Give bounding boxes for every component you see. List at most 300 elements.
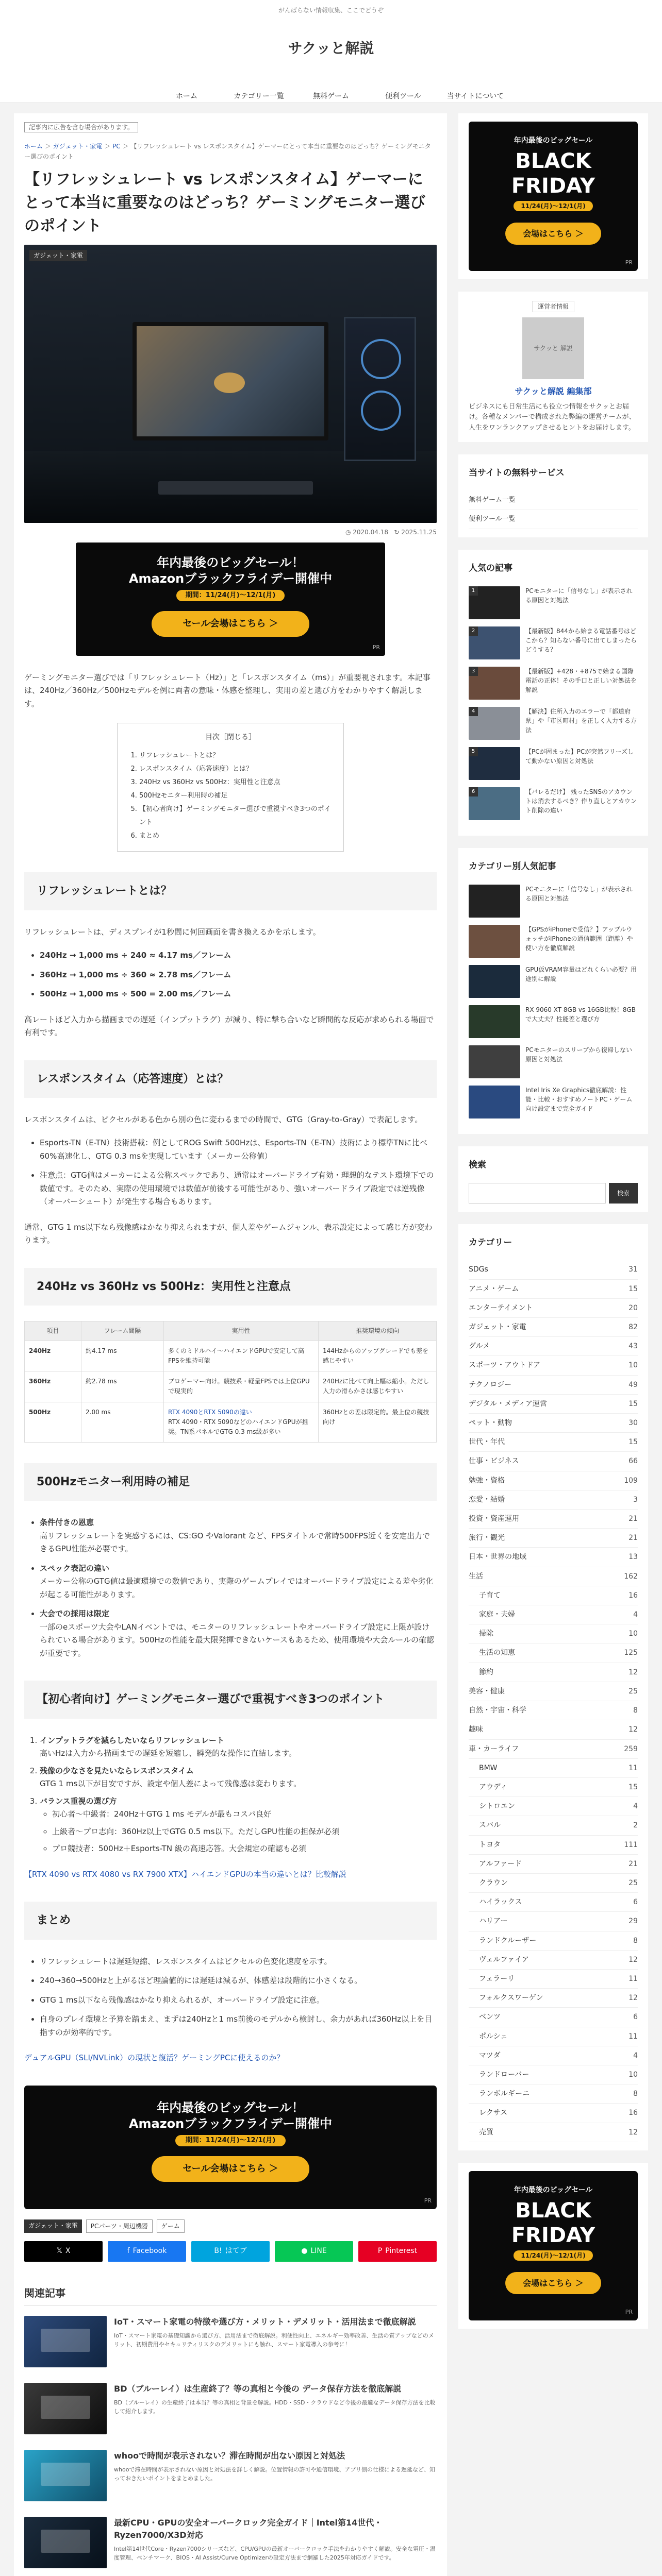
list-item: • Esports-TN（E-TN）技術搭載：例としてROG Swift 500Hzは、Esports-TN（E-TN）技術により標準TNに比べ60%高速化し、GTG 0.3 msを実現しています（メーカー公称値） <box>40 1137 437 1163</box>
category-name[interactable]: 子育て <box>479 1591 501 1600</box>
category-count: 25 <box>628 1878 638 1887</box>
category-count: 21 <box>628 1534 638 1543</box>
rank-number: 1 <box>469 586 478 596</box>
category-item[interactable] <box>469 1816 638 1835</box>
category-name[interactable]: 生活 <box>469 1572 483 1581</box>
popular-thumbnail[interactable] <box>469 586 520 619</box>
share-label: Facebook <box>133 2246 167 2255</box>
related-item-title[interactable]: whooで時間が表示されない？滞在時間が出ない原因と対処法 <box>114 2450 345 2461</box>
category-count: 12 <box>628 1725 638 1734</box>
widget-title: 検索 <box>469 1159 486 1170</box>
category-count: 13 <box>628 1553 638 1562</box>
category-item[interactable] <box>469 1663 638 1682</box>
category-item[interactable] <box>469 1586 638 1605</box>
popular-title[interactable]: RX 9060 XT 8GB vs 16GB比較！8GBで大丈夫？性能差と選び方 <box>525 1006 636 1023</box>
category-item[interactable] <box>469 1567 638 1586</box>
breadcrumb-home[interactable]: ホーム <box>24 142 43 150</box>
category-count: 21 <box>628 1859 638 1868</box>
section-heading: 500Hzモニター利用時の補足 <box>24 1463 437 1501</box>
category-name[interactable]: 生活の知恵 <box>479 1649 515 1657</box>
category-item[interactable] <box>469 1624 638 1643</box>
related-title: 関連記事 <box>24 2284 437 2306</box>
category-item[interactable] <box>469 1855 638 1874</box>
category-name[interactable]: ガジェット・家電 <box>469 1323 526 1332</box>
category-item[interactable] <box>469 1759 638 1778</box>
table-header: フレーム間隔 <box>81 1321 164 1341</box>
search-input[interactable] <box>469 1183 606 1204</box>
bullet-list <box>40 1955 437 2040</box>
related-item-summary: BD（ブルーレイ）の生産終了は本当？等の真相と背景を解説。HDD・SSD・クラウドなど今後の最適なデータ保存方法を比較して紹介します。 <box>114 2399 436 2415</box>
section-heading: 240Hz vs 360Hz vs 500Hz：実用性と注意点 <box>24 1268 437 1306</box>
category-name[interactable]: ヴェルファイア <box>479 1955 529 1964</box>
category-name[interactable]: アルファード <box>479 1859 522 1868</box>
related-article-link[interactable]: 【RTX 4090 vs RTX 4080 vs RX 7900 XTX】ハイエンドGPUの本当の違いとは？比較解説 <box>24 1869 346 1879</box>
category-item[interactable] <box>469 1605 638 1624</box>
category-item[interactable] <box>469 2065 638 2084</box>
related-thumbnail[interactable] <box>24 2450 107 2501</box>
category-name[interactable]: ポルシェ <box>479 2032 508 2041</box>
category-item[interactable] <box>469 1682 638 1701</box>
site-tagline: がんばらない情報収集、ここでどうぞ <box>278 7 384 14</box>
category-name[interactable]: ペット・動物 <box>469 1419 512 1428</box>
paragraph: レスポンスタイムは、ピクセルがある色から別の色に変わるまでの時間で、GTG（Gray-to-Gray）で表記します。 <box>24 1114 423 1124</box>
category-name[interactable]: 車・カーライフ <box>469 1744 519 1753</box>
category-item[interactable] <box>469 1989 638 2008</box>
list-item-text: 高リフレッシュレートを実感するには、CS:GO やValorant など、FPSタイトルで常時500FPS近くを安定出力できるGPU性能が必要です。 <box>40 1531 431 1554</box>
category-item[interactable] <box>469 1452 638 1471</box>
popular-item[interactable] <box>469 626 638 659</box>
share-x-button[interactable] <box>24 2241 103 2262</box>
category-name[interactable]: ランボルギーニ <box>479 2090 529 2098</box>
category-item[interactable] <box>469 2027 638 2046</box>
side-sale-top: 年内最後のビッグセール <box>514 137 593 145</box>
side-sale-friday: FRIDAY <box>511 2223 595 2247</box>
category-count: 4 <box>633 1611 638 1619</box>
list-item-title: インプットラグを減らしたいならリフレッシュレート <box>40 1735 224 1745</box>
eyecatch-category-label[interactable]: ガジェット・家電 <box>29 250 87 261</box>
popular-widget <box>458 550 648 836</box>
popular-item[interactable] <box>469 667 638 700</box>
section-heading: リフレッシュレートとは？ <box>24 872 437 910</box>
published-date: ◷ 2020.04.18 <box>345 528 388 536</box>
category-item[interactable] <box>469 1874 638 1893</box>
toc-item[interactable]: 5. 【初心者向け】ゲーミングモニター選びで重視すべき3つのポイント <box>139 803 331 829</box>
category-name[interactable]: シトロエン <box>479 1802 515 1811</box>
related-thumbnail[interactable] <box>24 2383 107 2434</box>
related-item[interactable] <box>24 2383 437 2434</box>
popular-item[interactable] <box>469 1045 638 1078</box>
table-cell: 500Hz <box>25 1402 81 1443</box>
category-name[interactable]: ハイラックス <box>479 1898 522 1907</box>
popular-thumbnail[interactable] <box>469 626 520 659</box>
category-name[interactable]: クラウン <box>479 1878 508 1887</box>
toc-title[interactable]: 目次［閉じる］ <box>205 733 256 742</box>
category-item[interactable] <box>469 1260 638 1279</box>
category-name[interactable]: フェラーリ <box>479 1974 515 1983</box>
sale-banner[interactable] <box>76 543 385 656</box>
nav-categories[interactable]: カテゴリー一覧 <box>234 92 284 100</box>
intro-text: ゲーミングモニター選びでは「リフレッシュレート（Hz）」と「レスポンスタイム（ms）」が重要視されます。本記事は、240Hz／360Hz／500Hzモデルを例に両者の意味・体感を整理し、実用の差と選び方をわかりやすく解説します。 <box>24 672 431 708</box>
popular-title[interactable]: GPU仮VRAM容量はどれくらい必要？用途別に解説 <box>525 965 637 982</box>
list-item-text: 一部のeスポーツ大会やLANイベントでは、モニターのリフレッシュレートやオーバードライブ設定に上限が設けられている場合があります。500Hzの性能を最大限発揮できないケースもあるため、使用環境や大会ルールの確認が重要です。 <box>40 1622 434 1658</box>
category-count: 8 <box>633 1936 638 1945</box>
widget-title: 人気の記事 <box>469 563 512 573</box>
category-count: 12 <box>628 1955 638 1964</box>
toc-item[interactable]: 2. レスポンスタイム（応答速度）とは？ <box>139 762 331 776</box>
category-name[interactable]: 日本・世界の地域 <box>469 1553 526 1562</box>
category-name[interactable]: BMW <box>479 1764 498 1772</box>
related-item-title[interactable]: 最新CPU・GPUの安全オーバークロック完全ガイド｜Intel第14世代・Ryzen7000/X3D対応 <box>114 2517 383 2540</box>
search-button[interactable]: 検索 <box>609 1183 638 1204</box>
sidebar-sale-widget-bottom <box>458 2163 648 2329</box>
related-thumbnail[interactable] <box>24 2316 107 2367</box>
breadcrumb-category[interactable]: ガジェット・家電 <box>53 142 103 150</box>
share-line-button[interactable] <box>275 2241 353 2262</box>
category-name[interactable]: アウディ <box>479 1783 507 1791</box>
share-label: はてブ <box>225 2246 247 2255</box>
gpu-compare-link[interactable]: RTX 4090とRTX 5090の違い <box>168 1408 252 1416</box>
popular-thumbnail[interactable] <box>469 885 520 918</box>
share-label: X <box>65 2246 71 2255</box>
category-name[interactable]: デジタル・メディア運営 <box>469 1399 548 1408</box>
category-name[interactable]: トヨタ <box>479 1840 501 1849</box>
popular-title[interactable]: PCモニターのスリープから復帰しない原因と対処法 <box>525 1046 633 1063</box>
list-item-text: GTG 1 ms以下が目安ですが、設定や個人差によって残像感は変わります。 <box>40 1779 302 1789</box>
service-link-games[interactable]: 無料ゲーム一覧 <box>469 491 638 510</box>
eyecatch-image <box>24 245 437 523</box>
category-name[interactable]: ランドローバー <box>479 2070 529 2079</box>
category-item[interactable] <box>469 1471 638 1490</box>
popular-item[interactable] <box>469 586 638 619</box>
sale-period: 期間：11/24(月)〜12/1(月) <box>175 2135 286 2146</box>
paragraph: リフレッシュレートは、ディスプレイが1秒間に何回画面を書き換えるかを示します。 <box>24 927 321 937</box>
category-item[interactable] <box>469 1490 638 1510</box>
side-sale-button[interactable]: 会場はこちら ＞ <box>505 2272 601 2294</box>
popular-title[interactable]: 【GPSがiPhoneで受信？】アップルウォッチがiPhoneの通信範囲（距離）や使い方を徹底解説 <box>525 925 633 952</box>
category-item[interactable] <box>469 1337 638 1356</box>
category-count: 43 <box>628 1342 638 1351</box>
share-facebook-button[interactable] <box>108 2241 186 2262</box>
bullet-list <box>40 949 437 1001</box>
category-count: 10 <box>628 2070 638 2079</box>
list-item: 360Hz → 1,000 ms ÷ 360 ≈ 2.78 ms／フレーム <box>40 970 231 979</box>
sale-button[interactable]: セール会場はこちら ＞ <box>152 2156 309 2182</box>
bullet-list <box>40 1137 437 1209</box>
popular-thumbnail[interactable] <box>469 747 520 780</box>
category-item[interactable] <box>469 1414 638 1433</box>
popular-thumbnail[interactable] <box>469 707 520 740</box>
category-item[interactable] <box>469 1912 638 1931</box>
category-name[interactable]: アニメ・ゲーム <box>469 1284 519 1293</box>
category-item[interactable] <box>469 1970 638 1989</box>
category-item[interactable] <box>469 1931 638 1951</box>
category-item[interactable] <box>469 1318 638 1337</box>
share-hatena-button[interactable] <box>191 2241 270 2262</box>
category-count: 125 <box>624 1649 638 1657</box>
category-item[interactable] <box>469 2123 638 2142</box>
popular-thumbnail[interactable] <box>469 787 520 820</box>
category-name[interactable]: ハリアー <box>479 1917 508 1926</box>
related-item[interactable] <box>24 2450 437 2501</box>
category-item[interactable] <box>469 1720 638 1739</box>
popular-title[interactable]: Intel Iris Xe Graphics徹底解説：性能・比較・おすすめノートPC・ゲーム向け設定まで完全ガイド <box>525 1086 633 1112</box>
popular-item[interactable] <box>469 747 638 780</box>
category-count: 4 <box>633 1802 638 1811</box>
popular-title[interactable]: 【バレるだけ】 残ったSNSのアカウントは消去するべき？作り直しとアカウント削除の違い <box>525 788 637 814</box>
toc-item[interactable]: 1. リフレッシュレートとは？ <box>139 749 331 762</box>
popular-title[interactable]: PCモニターに「信号なし」が表示される原因と対処法 <box>525 885 633 902</box>
sidebar <box>458 113 648 2576</box>
category-item[interactable] <box>469 2104 638 2123</box>
category-item[interactable] <box>469 1548 638 1567</box>
category-name[interactable]: 家庭・夫婦 <box>479 1611 515 1619</box>
nav-about[interactable]: 当サイトについて <box>446 92 504 100</box>
rank-number: 6 <box>469 787 478 796</box>
sale-button[interactable]: セール会場はこちら ＞ <box>152 611 309 637</box>
category-item[interactable] <box>469 1529 638 1548</box>
category-count: 16 <box>628 1591 638 1600</box>
category-item[interactable] <box>469 1395 638 1414</box>
category-name[interactable]: ランドクルーザー <box>479 1936 537 1945</box>
popular-thumbnail[interactable] <box>469 925 520 958</box>
widget-title: 当サイトの無料サービス <box>469 467 565 478</box>
table-header: 実用性 <box>164 1321 319 1341</box>
category-item[interactable] <box>469 1643 638 1663</box>
category-name[interactable]: スポーツ・アウトドア <box>469 1361 541 1370</box>
table-cell: プロゲーマー向け。競技系・軽量FPSでは上位GPUで現実的 <box>164 1371 319 1402</box>
table-row <box>25 1341 437 1371</box>
popular-title[interactable]: 【最新版】844から始まる電話番号はどこから？知らない番号に出てしまったらどうする？ <box>525 627 637 653</box>
post-dates <box>24 527 437 537</box>
related-item[interactable] <box>24 2517 437 2568</box>
popular-item[interactable] <box>469 787 638 820</box>
rank-number: 3 <box>469 667 478 676</box>
table-row <box>25 1371 437 1402</box>
category-item[interactable] <box>469 1951 638 1970</box>
tag[interactable]: PCパーツ・周辺機器 <box>86 2219 153 2233</box>
list-item: • 自身のプレイ環境と予算を踏まえ、まずは240Hzと1 ms前後のモデルから検討し、余力があれば360Hz以上を目指すのが効率的です。 <box>40 2013 437 2039</box>
category-count: 66 <box>628 1457 638 1466</box>
category-count: 6 <box>633 2013 638 2022</box>
popular-item[interactable] <box>469 707 638 740</box>
global-nav <box>0 91 662 103</box>
category-item[interactable] <box>469 2008 638 2027</box>
list-item: • GTG 1 ms以下なら残像感はかなり抑えられるが、オーバードライブ設定に注意。 <box>40 1994 437 2007</box>
rank-number: 2 <box>469 626 478 636</box>
popular-item[interactable] <box>469 1086 638 1118</box>
popular-thumbnail[interactable] <box>469 1005 520 1038</box>
category-tag[interactable]: ガジェット・家電 <box>24 2219 82 2233</box>
popular-thumbnail[interactable] <box>469 1045 520 1078</box>
widget-title: カテゴリー別人気記事 <box>469 861 556 872</box>
side-sale-banner[interactable] <box>469 122 638 271</box>
category-name[interactable]: 趣味 <box>469 1725 483 1734</box>
category-name[interactable]: 美容・健康 <box>469 1687 505 1696</box>
editor-label: 運営者情報 <box>532 301 574 312</box>
side-sale-banner[interactable] <box>469 2171 638 2320</box>
popular-item[interactable] <box>469 965 638 998</box>
table-cell <box>164 1402 319 1443</box>
tag-list <box>24 2219 437 2233</box>
breadcrumb-subcategory[interactable]: PC <box>112 142 121 150</box>
category-item[interactable] <box>469 1740 638 1759</box>
related-item-summary: IoT・スマート家電の基礎知識から選び方、活用法まで徹底解説。利便性向上、エネルギー効率改善、生活の質アップなどのメリット、初期費用やセキュリティリスクのデメリットにも触れ、スマート家電導入の参考に！ <box>114 2332 434 2348</box>
category-count: 8 <box>633 2090 638 2098</box>
category-item[interactable] <box>469 2046 638 2065</box>
category-count: 15 <box>628 1438 638 1447</box>
category-item[interactable] <box>469 1299 638 1318</box>
popular-item[interactable] <box>469 1005 638 1038</box>
category-name[interactable]: 投資・資産運用 <box>469 1515 519 1523</box>
editor-name[interactable]: サクッと解説 編集部 <box>515 386 592 397</box>
list-item-title: バランス重視の選び方 <box>40 1796 117 1806</box>
category-count: 12 <box>628 2128 638 2137</box>
section-heading: まとめ <box>24 1902 437 1939</box>
section-heading: レスポンスタイム（応答速度）とは？ <box>24 1060 437 1098</box>
pr-label: PR <box>372 644 380 651</box>
editor-avatar: サクッと 解説 <box>522 317 584 379</box>
search-widget <box>458 1146 648 1212</box>
related-article-link[interactable]: デュアルGPU（SLI/NVLink）の現状と復活？ゲーミングPCに使えるのか？ <box>24 2053 285 2063</box>
list-item-title: スペック表記の違い <box>40 1563 110 1573</box>
category-name[interactable]: 節約 <box>479 1668 493 1676</box>
list-item-title: 条件付きの恩恵 <box>40 1518 94 1528</box>
ad-notice: 記事内に広告を含む場合があります。 <box>24 122 138 132</box>
category-count: 16 <box>628 2109 638 2117</box>
article-main <box>14 113 447 2576</box>
related-item-title[interactable]: BD（ブルーレイ）は生産終了？等の真相と今後の データ保存方法を徹底解説 <box>114 2383 402 2394</box>
related-item-title[interactable]: IoT・スマート家電の特徴や選び方・メリット・デメリット・活用法まで徹底解説 <box>114 2316 416 2327</box>
category-item[interactable] <box>469 1376 638 1395</box>
category-count: 21 <box>628 1515 638 1523</box>
category-count: 15 <box>628 1783 638 1791</box>
category-name[interactable]: テクノロジー <box>469 1380 512 1389</box>
popular-title[interactable]: 【解決】住所入力のエラーで「都道府県」や「市区町村」を正しく入力する方法 <box>525 707 637 734</box>
category-name[interactable]: エンターテイメント <box>469 1303 533 1312</box>
side-sale-friday: FRIDAY <box>511 174 595 198</box>
category-name[interactable]: SDGs <box>469 1265 488 1274</box>
paragraph: 高レートほど入力から描画までの遅延（インプットラグ）が減り、特に撃ち合いなど瞬間的な反応が求められる場面で有利です。 <box>24 1014 434 1038</box>
category-item[interactable] <box>469 1433 638 1452</box>
popular-thumbnail[interactable] <box>469 1086 520 1118</box>
toc-item[interactable]: 3. 240Hz vs 360Hz vs 500Hz：実用性と注意点 <box>139 776 331 789</box>
category-item[interactable] <box>469 1356 638 1375</box>
category-name[interactable]: マツダ <box>479 2051 501 2060</box>
site-title[interactable]: サクッと解説 <box>288 40 374 57</box>
category-name[interactable]: 売買 <box>479 2128 493 2137</box>
category-count: 4 <box>633 2051 638 2060</box>
rank-number: 5 <box>469 747 478 756</box>
toc-item[interactable]: 6. まとめ <box>139 829 331 843</box>
editor-profile <box>458 292 648 442</box>
category-count: 111 <box>624 1840 638 1849</box>
category-list <box>469 1260 638 2142</box>
popular-title[interactable]: 【PCが固まった】PCが突然フリーズして動かない原因と対処法 <box>525 748 634 765</box>
popular-thumbnail[interactable] <box>469 965 520 998</box>
table-cell: 約2.78 ms <box>81 1371 164 1402</box>
sale-subtitle: Amazonブラックフライデー開催中 <box>128 571 333 586</box>
side-sale-button[interactable]: 会場はこちら ＞ <box>505 223 601 245</box>
category-count: 12 <box>628 1668 638 1676</box>
pr-label: PR <box>625 259 633 266</box>
category-count: 29 <box>628 1917 638 1926</box>
paragraph: 通常、GTG 1 ms以下なら残像感はかなり抑えられますが、個人差やゲームジャンル、表示設定によって感じ方が変わります。 <box>24 1222 433 1245</box>
category-name[interactable]: 恋愛・結婚 <box>469 1495 505 1504</box>
service-link-tools[interactable]: 便利ツール一覧 <box>469 510 638 529</box>
category-name[interactable]: 掃除 <box>479 1630 493 1638</box>
updated-date: ↻ 2025.11.25 <box>394 528 437 536</box>
category-item[interactable] <box>469 1280 638 1299</box>
share-pinterest-button[interactable] <box>358 2241 437 2262</box>
category-count: 6 <box>633 1898 638 1907</box>
nav-tools[interactable]: 便利ツール <box>385 92 421 100</box>
category-name[interactable]: 世代・年代 <box>469 1438 505 1447</box>
category-count: 12 <box>628 1994 638 2003</box>
category-count: 15 <box>628 1399 638 1408</box>
related-item-summary: whooで滞在時間が表示されない原因と対処法を詳しく解説。位置情報の許可や通信環境、アプリ側の仕様による遅延など、知っておきたいポイントをまとめました。 <box>114 2466 435 2482</box>
pinterest-icon: P <box>377 2246 383 2255</box>
tag[interactable]: ゲーム <box>157 2219 185 2233</box>
category-item[interactable] <box>469 1797 638 1816</box>
toc-item[interactable]: 4. 500Hzモニター利用時の補足 <box>139 789 331 803</box>
table-cell: 2.00 ms <box>81 1402 164 1443</box>
nav-free-games[interactable]: 無料ゲーム <box>313 92 349 100</box>
category-name[interactable]: グルメ <box>469 1342 490 1351</box>
category-name[interactable]: フォルクスワーゲン <box>479 1994 543 2003</box>
sale-subtitle: Amazonブラックフライデー開催中 <box>128 2116 333 2131</box>
related-item[interactable] <box>24 2316 437 2367</box>
category-count: 11 <box>628 2032 638 2041</box>
sale-banner-bottom[interactable] <box>24 2086 437 2209</box>
popular-item[interactable] <box>469 885 638 918</box>
category-name[interactable]: 勉強・資格 <box>469 1476 505 1485</box>
category-name[interactable]: 仕事・ビジネス <box>469 1457 519 1466</box>
section-heading: 【初心者向け】ゲーミングモニター選びで重視すべき3つのポイント <box>24 1681 437 1718</box>
category-name[interactable]: ベンツ <box>479 2013 501 2022</box>
popular-title[interactable]: 【最新版】+428・+875で始まる国際電話の正体！その手口と正しい対処法を解説 <box>525 667 637 693</box>
category-item[interactable] <box>469 2084 638 2104</box>
category-item[interactable] <box>469 1778 638 1797</box>
category-item[interactable] <box>469 1836 638 1855</box>
popular-item[interactable] <box>469 925 638 958</box>
category-item[interactable] <box>469 1701 638 1720</box>
related-item-summary: Intel第14世代Core・Ryzen7000シリーズなど、CPU/GPUの最新オーバークロック手法をわかりやすく解説。安全な電圧・温度管理、ベンチマーク、BIOS・AI Assist/Curve Optimizerの設定方法まで網羅した2025年対応ガイドです。 <box>114 2545 436 2562</box>
related-thumbnail[interactable] <box>24 2517 107 2568</box>
table-cell: 240Hz <box>25 1341 81 1371</box>
category-count: 82 <box>628 1323 638 1332</box>
category-count: 10 <box>628 1361 638 1370</box>
category-name[interactable]: レクサス <box>479 2109 508 2117</box>
category-count: 30 <box>628 1419 638 1428</box>
category-count: 49 <box>628 1380 638 1389</box>
table-header: 項目 <box>25 1321 81 1341</box>
list-item: • 240→360→500Hzと上がるほど理論値的には遅延は減るが、体感差は段階的に小さくなる。 <box>40 1974 437 1988</box>
list-item: 500Hz → 1,000 ms ÷ 500 = 2.00 ms／フレーム <box>40 989 231 999</box>
category-item[interactable] <box>469 1893 638 1912</box>
category-name[interactable]: スバル <box>479 1821 501 1830</box>
category-name[interactable]: 自然・宇宙・科学 <box>469 1706 526 1715</box>
breadcrumb: ホーム ＞ ガジェット・家電 ＞ PC ＞ 【リフレッシュレート vs レスポンスタイム】ゲーマーにとって本当に重要なのはどっち？ゲーミングモニター選びのポイント <box>24 142 431 160</box>
popular-thumbnail[interactable] <box>469 667 520 700</box>
search-form <box>469 1183 638 1204</box>
category-name[interactable]: 旅行・観光 <box>469 1534 505 1543</box>
popular-title[interactable]: PCモニターに「信号なし」が表示される原因と対処法 <box>525 587 633 604</box>
category-item[interactable] <box>469 1510 638 1529</box>
sale-period: 期間：11/24(月)〜12/1(月) <box>176 590 285 601</box>
sub-list-item: ◦ 上級者〜プロ志向：360Hz以上でGTG 0.5 ms以下。ただしGPU性能の担保が必須 <box>52 1825 437 1839</box>
nav-home[interactable]: ホーム <box>176 92 197 100</box>
widget-title: カテゴリー <box>469 1237 512 1248</box>
